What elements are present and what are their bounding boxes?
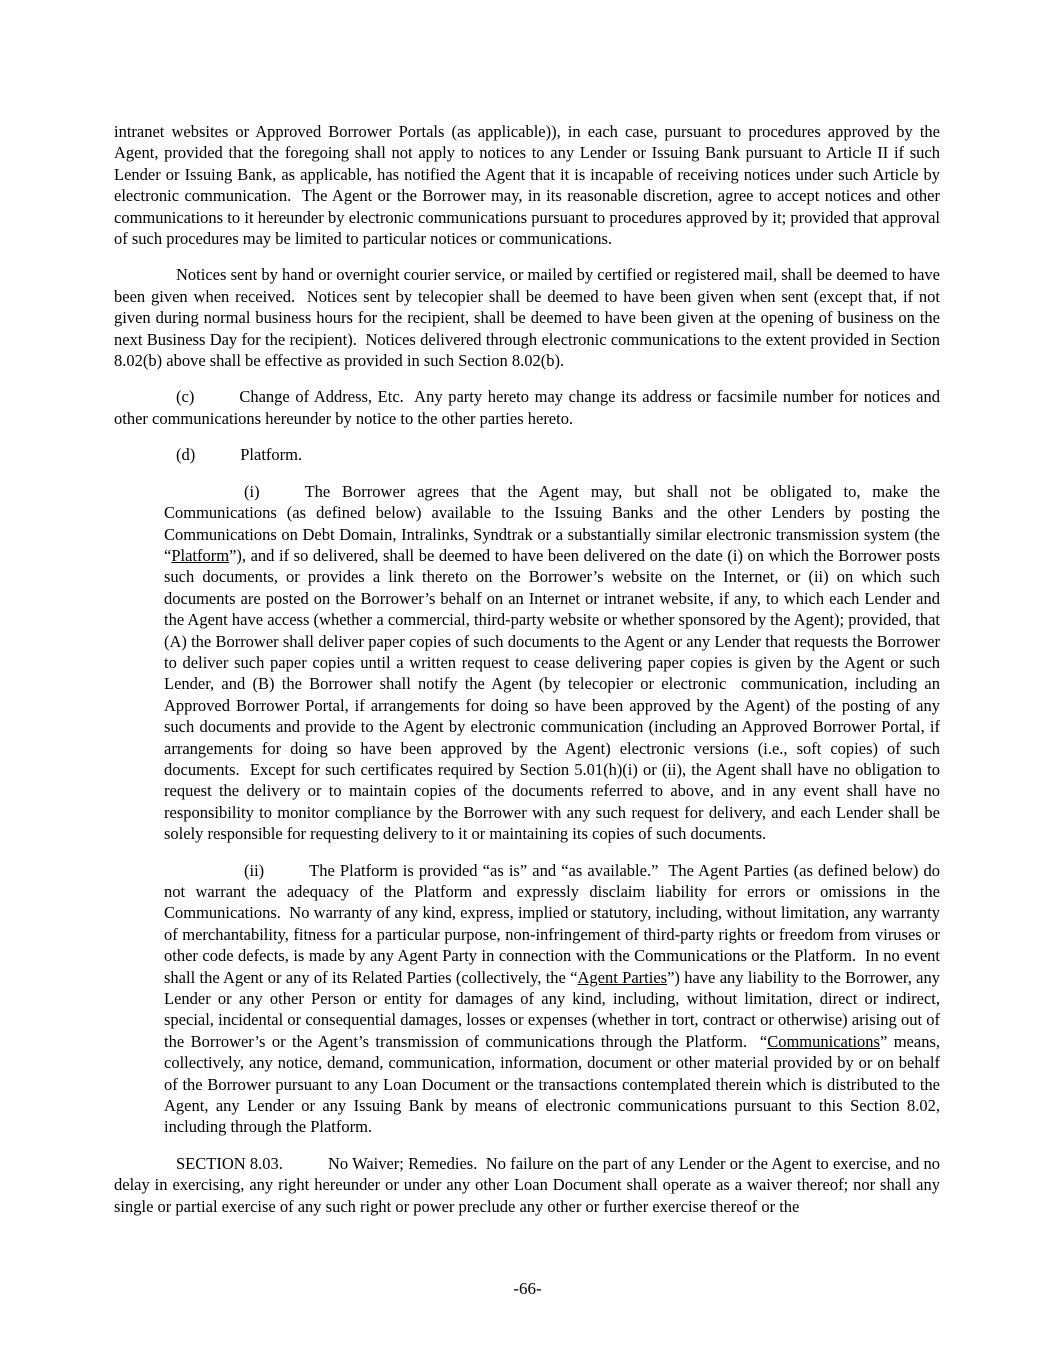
text-run: ”), and if so delivered, shall be deemed to have been delivered on the date (i) on which the Borrower posts such documents, or provides a link thereto on the Borrower’s website on the Internet, or (ii) on which such documents are posted on the Borrower’s behalf on an Internet or intranet website, if any, to which each Lender and the Agent have access (whether a commercial, third-party website or whether sponsored by the Agent); provided, that (A) the Borrower shall deliver paper copies of such documents to the Agent or any Lender that requests the Borrower to deliver such paper copies until a written request to cease delivering paper copies is given by the Agent or such Lender, and (B) the Borrower shall notify the Agent (by telecopier or electronic communication, including an Approved Borrower Portal, if arrangements for doing so have been approved by the Agent) of the posting of any such documents and provide to the Agent by electronic communication (including an Approved Borrower Portal, if arrangements for doing so have been approved by the Agent) electronic versions (i.e., soft copies) of such documents. Except for such certificates required by Section 5.01(h)(i) or (ii), the Agent shall have no obligation to request the delivery or to maintain copies of the documents referred to above, and in any event shall have no responsibility to monitor compliance by the Borrower with any such request for delivery, and each Lender shall be solely responsible for requesting delivery to it or maintaining its copies of such documents. bbox=[164, 545, 940, 844]
text-run: ” means, collectively, any notice, demand, communication, information, document or other material provided by or on behalf of the Borrower pursuant to any Loan Document or the transactions contemplated therein which is distributed to the Agent, any Lender or any Issuing Bank by means of electronic communications pursuant to this Section 8.02, including through the Platform. bbox=[164, 1031, 940, 1137]
text-run: intranet websites or Approved Borrower Portals (as applicable)), in each case, pursuant to procedures approved by the Agent, provided that the foregoing shall not apply to notices to any Lender or Issuing Bank pursuant to Article II if such Lender or Issuing Bank, as applicable, has notified the Agent that it is incapable of receiving notices under such Article by electronic communication. The Agent or the Borrower may, in its reasonable discretion, agree to accept notices and other communications to it hereunder by electronic communications pursuant to procedures approved by it; provided that approval of such procedures may be limited to particular notices or communications. bbox=[114, 122, 940, 249]
text-run: ”) have any liability to the Borrower, any Lender or any other Person or entity for damages of any kind, including, without limitation, direct or indirect, special, incidental or consequential damages, losses or expenses (whether in tort, contract or otherwise) arising out of the Borrower’s or the Agent’s transmission of communications through the Platform. “ bbox=[164, 967, 940, 1051]
paragraph-c-change-of-address bbox=[114, 386, 940, 429]
text-run: No Waiver; Remedies. No failure on the part of any Lender or the Agent to exercise, and no delay in exercising, any right hereunder or under any other Loan Document shall operate as a waiver thereof; nor shall any single or partial exercise of any such right or power preclude any other or further exercise thereof or the bbox=[114, 1153, 940, 1216]
paragraph-notices-continuation bbox=[114, 121, 940, 249]
defined-term: Agent Parties bbox=[577, 967, 668, 987]
defined-term: Communications bbox=[767, 1031, 880, 1051]
text-run: (ii) bbox=[244, 860, 265, 880]
defined-term: Platform bbox=[171, 545, 230, 565]
text-run: Change of Address, Etc. Any party hereto may change its address or facsimile number for notices and other communications hereunder by notice to the other parties hereto. bbox=[114, 387, 940, 428]
page-number: -66- bbox=[513, 1279, 542, 1298]
paragraph-section-8-03-no-waiver bbox=[114, 1153, 940, 1217]
text-run: (d) bbox=[176, 445, 196, 465]
text-run: The Platform is provided “as is” and “as available.” The Agent Parties (as defined below) do not warrant the adequacy of the Platform and expressly disclaim liability for errors or omissions in the Communications. No warranty of any kind, express, implied or statutory, including, without limitation, any warranty of merchantability, fitness for a particular purpose, non-infringement of third-party rights or freedom from viruses or other code defects, is made by any Agent Party in connection with the Communications or the Platform. In no event shall the Agent or any of its Related Parties (collectively, the “ bbox=[164, 860, 940, 987]
paragraph-d-i-platform-posting bbox=[164, 481, 940, 845]
paragraph-notices-deemed-given bbox=[114, 264, 940, 371]
text-run: SECTION 8.03. bbox=[176, 1153, 283, 1173]
paragraph-d-ii-platform-as-is bbox=[164, 860, 940, 1138]
text-run: (i) bbox=[244, 481, 260, 501]
text-run: Platform. bbox=[240, 445, 303, 465]
text-run: (c) bbox=[176, 387, 195, 407]
text-run: Notices sent by hand or overnight courier service, or mailed by certified or registered mail, shall be deemed to have been given when received. Notices sent by telecopier shall be deemed to have been given when sent (except that, if not given during normal business hours for the recipient, shall be deemed to have been given at the opening of business on the next Business Day for the recipient). Notices delivered through electronic communications to the extent provided in Section 8.02(b) above shall be effective as provided in such Section 8.02(b). bbox=[114, 265, 940, 371]
text-run: The Borrower agrees that the Agent may, but shall not be obligated to, make the Communications (as defined below) available to the Issuing Banks and the other Lenders by posting the Communications on Debt Domain, Intralinks, Syndtrak or a substantially similar electronic transmission system (the “ bbox=[164, 481, 940, 565]
document-body bbox=[114, 121, 940, 1232]
paragraph-d-platform-heading bbox=[114, 444, 940, 465]
